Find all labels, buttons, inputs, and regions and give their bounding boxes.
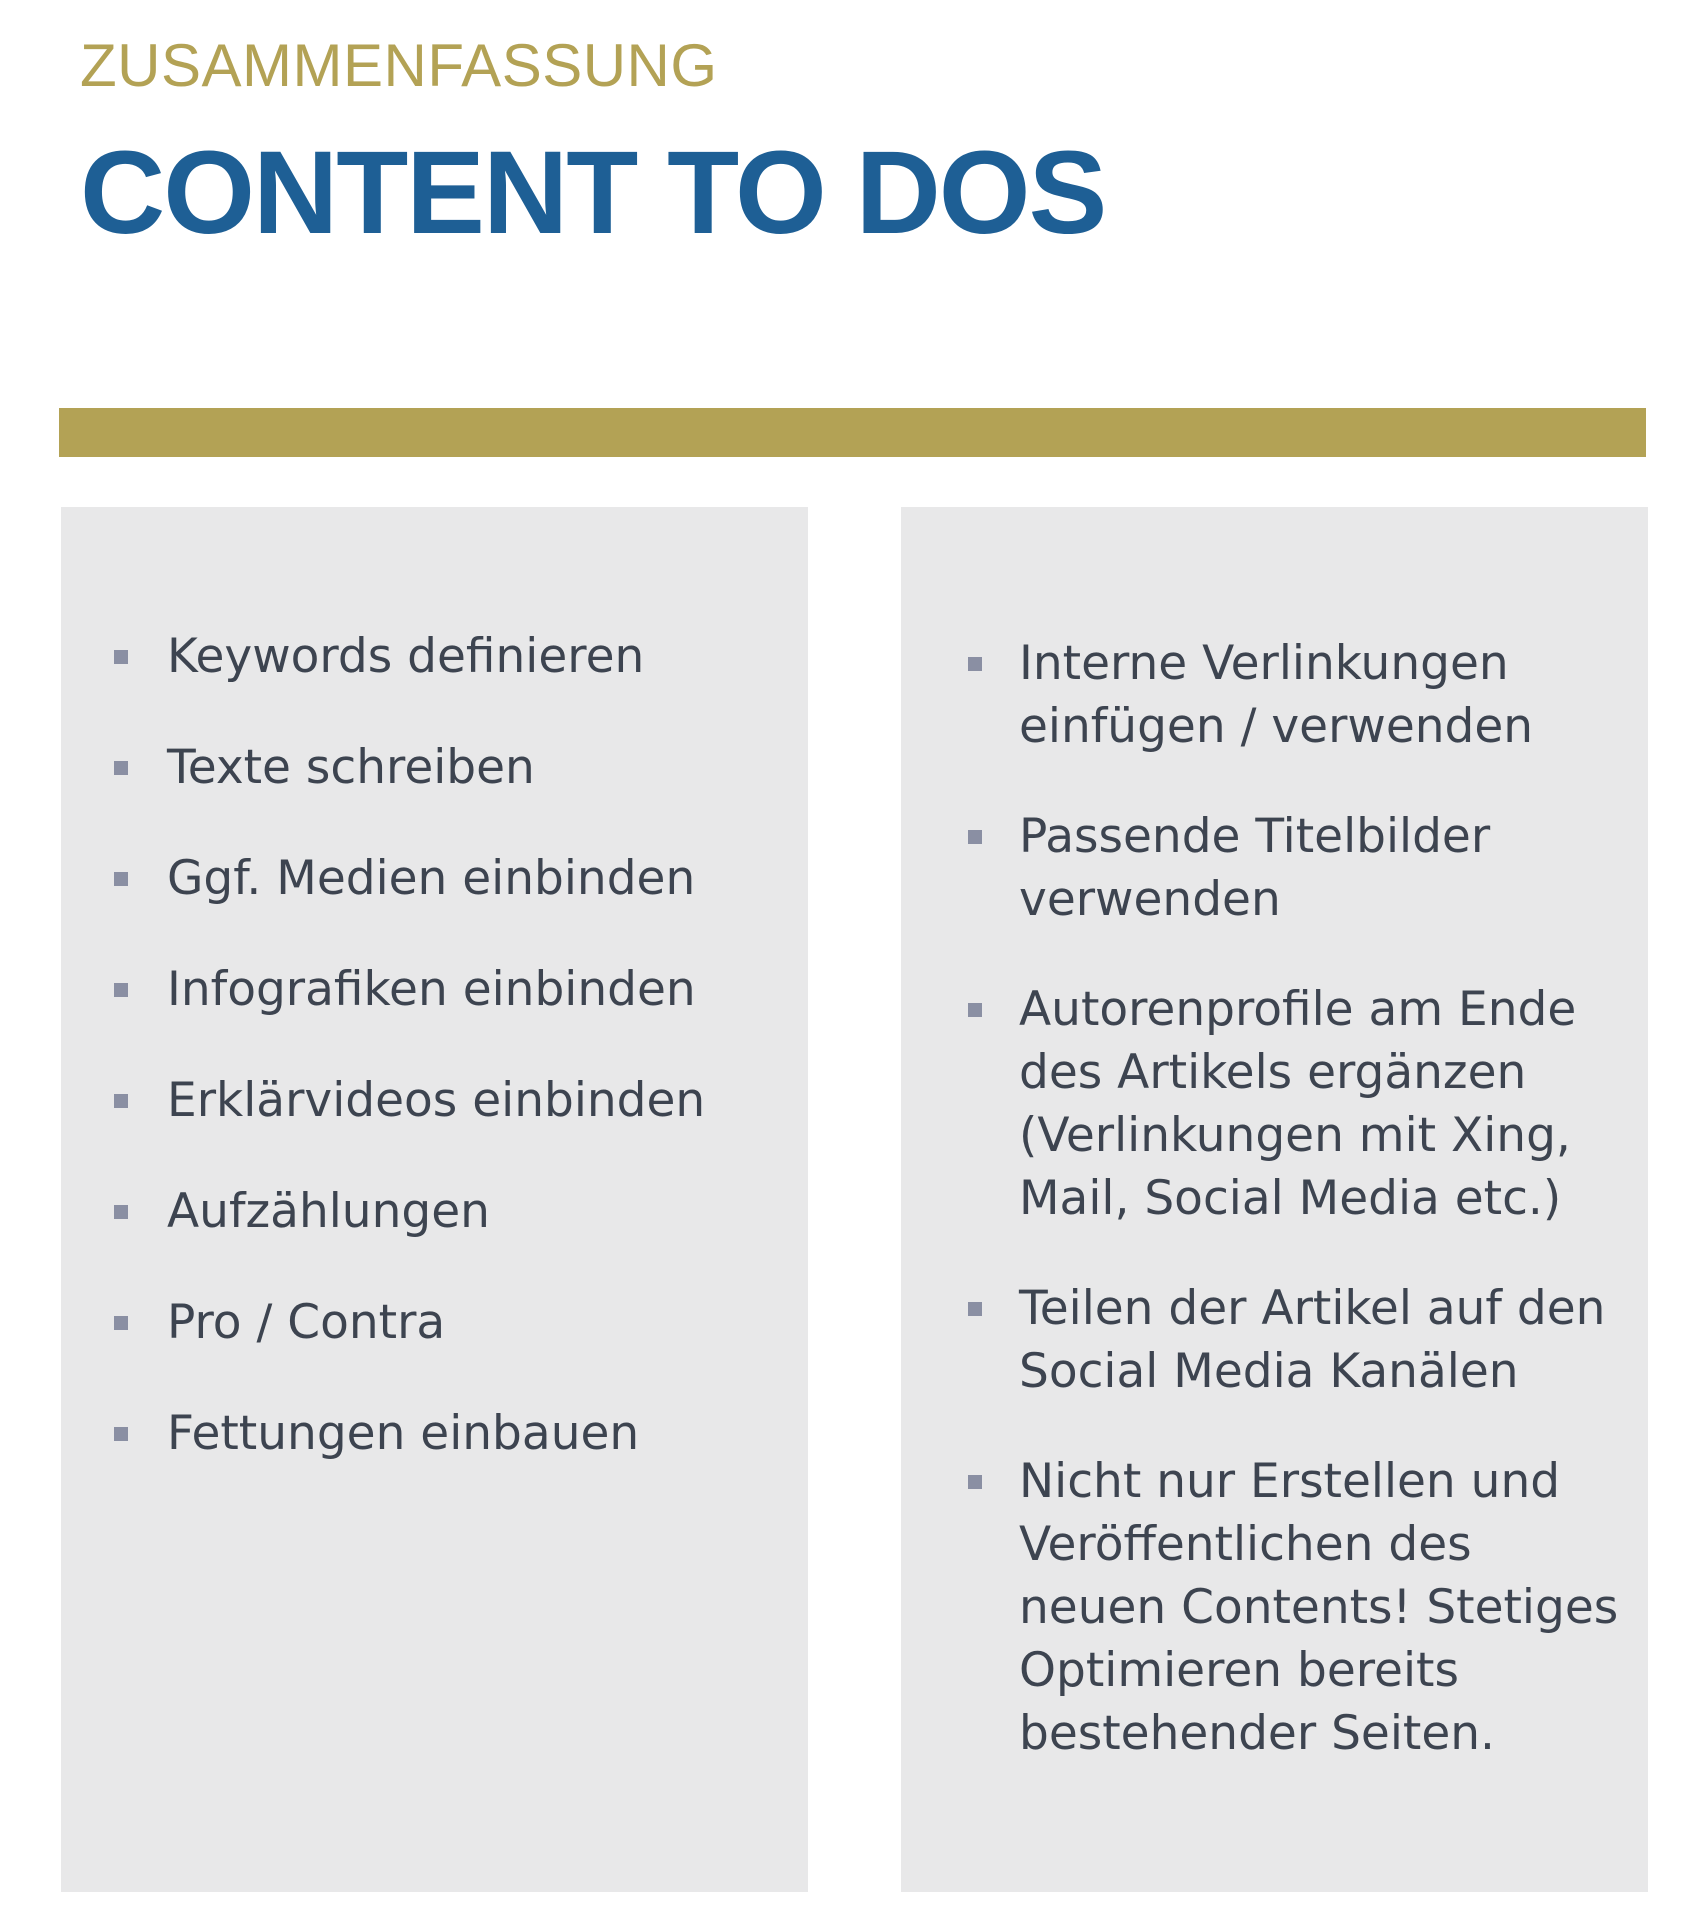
bullet-square-icon [968, 1475, 982, 1489]
list-item [114, 958, 705, 1021]
list-item [968, 632, 1619, 758]
bullet-square-icon [968, 830, 982, 844]
bullet-square-icon [114, 1205, 128, 1219]
list-item [114, 1291, 705, 1354]
list-item [114, 1402, 705, 1465]
list-item-label: Keywords definieren [167, 629, 645, 684]
list-item-label: Pro / Contra [167, 1295, 446, 1350]
bullet-square-icon [114, 1427, 128, 1441]
bullet-square-icon [114, 872, 128, 886]
bullet-square-icon [968, 657, 982, 671]
divider-bar [59, 408, 1646, 457]
list-item [114, 736, 705, 799]
list-item-label: Autorenprofile am Ende des Artikels ergänzen (Verlinkungen mit Xing, Mail, Social Media etc.) [1019, 982, 1577, 1226]
left-panel [61, 507, 808, 1892]
list-item [114, 1180, 705, 1243]
bullet-square-icon [114, 983, 128, 997]
list-item-label: Nicht nur Erstellen und Veröffentlichen des neuen Contents! Stetiges Optimieren bereits bestehender Seiten. [1019, 1454, 1619, 1761]
bullet-square-icon [968, 1302, 982, 1316]
section-kicker: ZUSAMMENFASSUNG [80, 32, 718, 99]
list-item [114, 1069, 705, 1132]
list-item [114, 625, 705, 688]
list-item-label: Interne Verlinkungen einfügen / verwenden [1019, 636, 1534, 754]
list-item [968, 805, 1619, 931]
list-item-label: Texte schreiben [167, 740, 535, 795]
list-item-label: Ggf. Medien einbinden [167, 851, 696, 906]
list-item-label: Infografiken einbinden [167, 962, 696, 1017]
left-todo-list [114, 625, 705, 1513]
bullet-square-icon [114, 1094, 128, 1108]
bullet-square-icon [114, 650, 128, 664]
page-title: CONTENT TO DOS [80, 127, 1106, 259]
list-item [968, 978, 1619, 1230]
list-item [968, 1277, 1619, 1403]
bullet-square-icon [114, 1316, 128, 1330]
bullet-square-icon [968, 1003, 982, 1017]
right-panel [901, 507, 1648, 1892]
list-item-label: Aufzählungen [167, 1184, 490, 1239]
right-todo-list [968, 632, 1619, 1812]
list-item-label: Erklärvideos einbinden [167, 1073, 706, 1128]
list-item [114, 847, 705, 910]
list-item [968, 1450, 1619, 1765]
list-item-label: Teilen der Artikel auf den Social Media Kanälen [1019, 1281, 1606, 1399]
bullet-square-icon [114, 761, 128, 775]
list-item-label: Fettungen einbauen [167, 1406, 640, 1461]
list-item-label: Passende Titelbilder verwenden [1019, 809, 1491, 927]
